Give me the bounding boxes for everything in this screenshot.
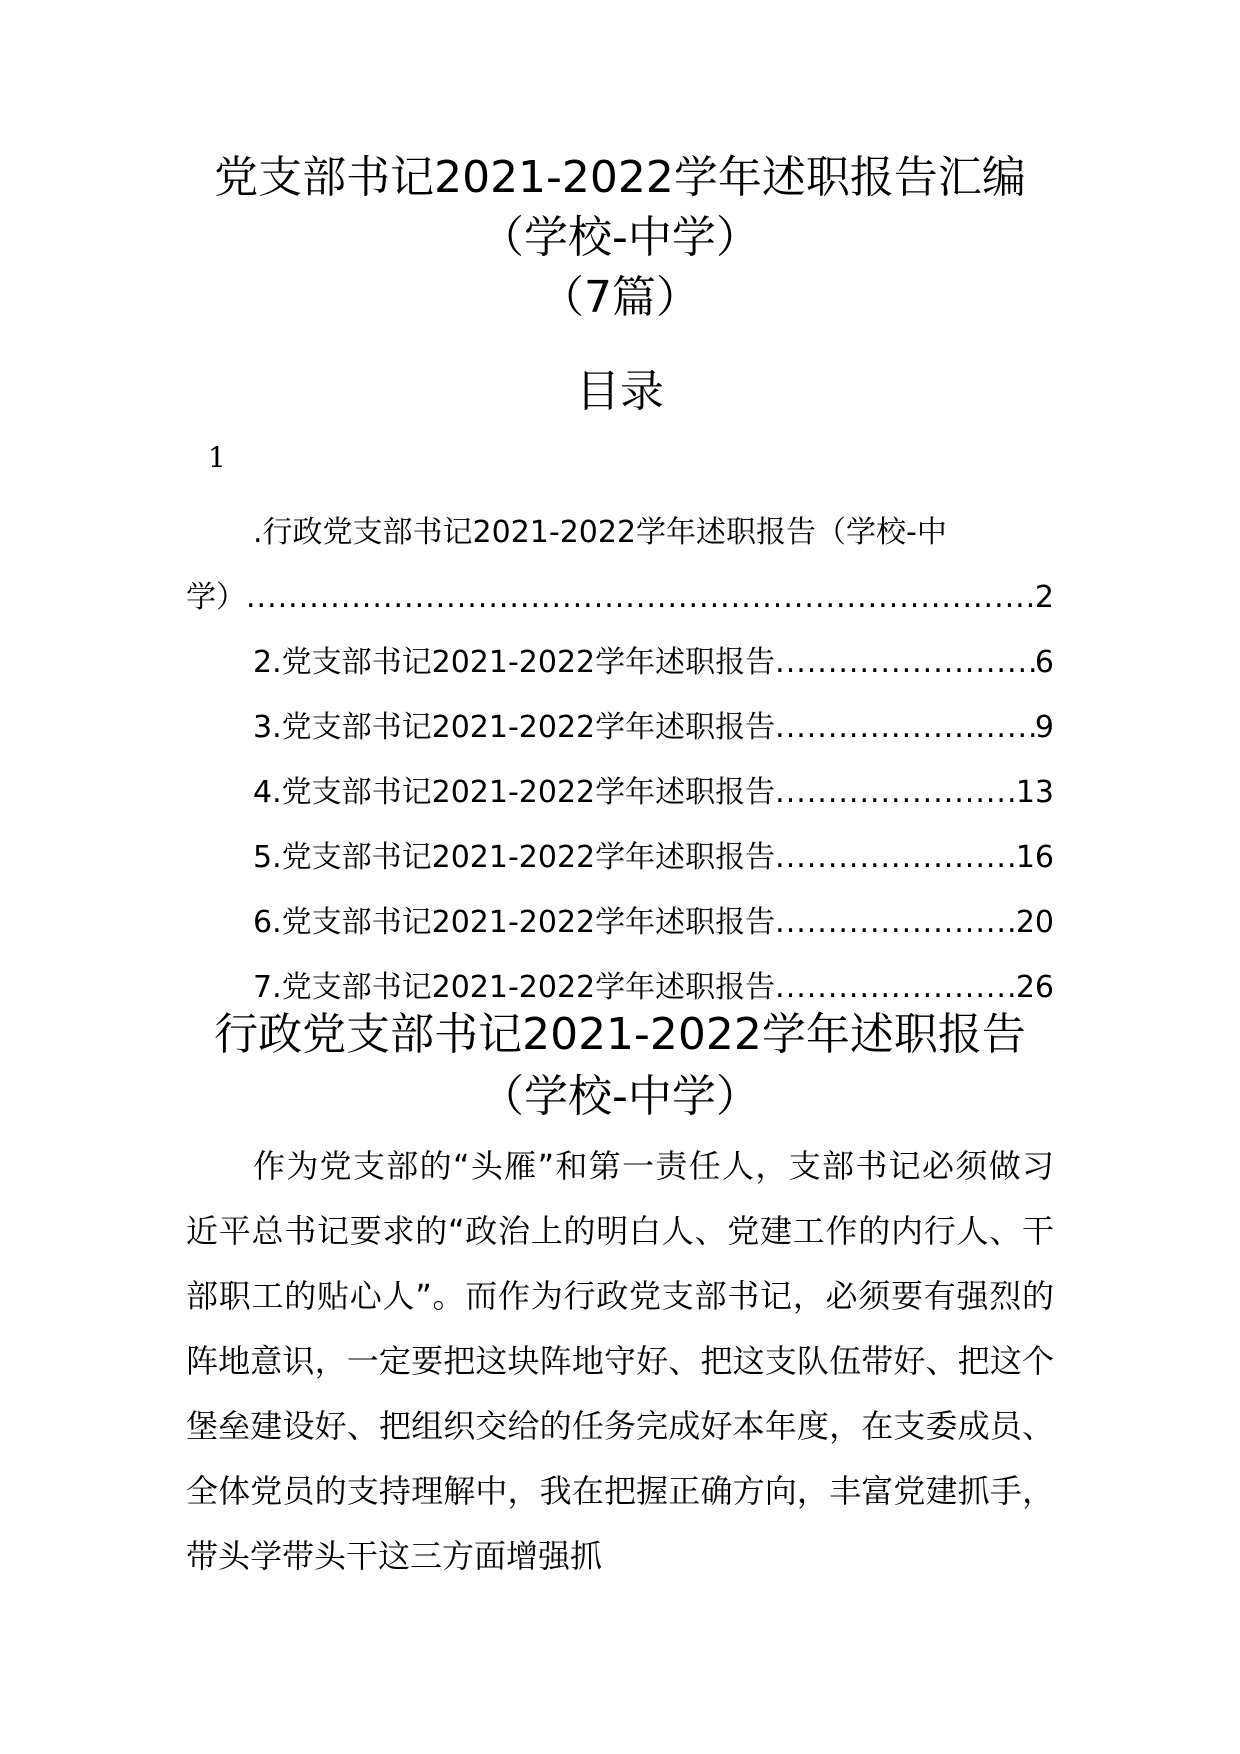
toc-entry-3-text: 3.党支部书记2021-2022学年述职报告 [253, 710, 776, 745]
table-of-contents [186, 500, 1054, 1020]
toc-entry-1-continuation-text: 学） [186, 580, 246, 615]
toc-entry-6-text: 6.党支部书记2021-2022学年述职报告 [253, 905, 776, 940]
document-title [0, 148, 1240, 328]
toc-entry-2-text: 2.党支部书记2021-2022学年述职报告 [253, 645, 776, 680]
toc-entry-7-page: 26 [1015, 970, 1054, 1005]
toc-entry-4-page: 13 [1015, 775, 1054, 810]
title-line-2: （学校-中学） [480, 212, 760, 263]
toc-leader-dots [775, 825, 1016, 890]
toc-entry-1-page: 2 [1034, 580, 1054, 615]
toc-entry-7-text: 7.党支部书记2021-2022学年述职报告 [253, 970, 776, 1005]
toc-leader-dots [775, 760, 1016, 825]
toc-leader-dots [775, 630, 1035, 695]
toc-entry-1-continuation[interactable] [186, 565, 1054, 630]
toc-leader-dots [775, 890, 1016, 955]
toc-entry-5-page: 16 [1015, 840, 1054, 875]
section-title-line-1: 行政党支部书记2021-2022学年述职报告 [214, 1009, 1026, 1060]
toc-entry-4-text: 4.党支部书记2021-2022学年述职报告 [253, 775, 776, 810]
toc-entry-3[interactable] [186, 695, 1054, 760]
toc-leader-dots [775, 695, 1035, 760]
toc-entry-1[interactable] [186, 500, 1054, 565]
toc-entry-4[interactable] [186, 760, 1054, 825]
toc-entry-2[interactable] [186, 630, 1054, 695]
body-paragraph: 作为党支部的“头雁”和第一责任人，支部书记必须做习近平总书记要求的“政治上的明白人、党建工作的内行人、干部职工的贴心人”。而作为行政党支部书记，必须要有强烈的阵地意识，一定要把这块阵地守好、把这支队伍带好、把这个堡垒建设好、把组织交给的任务完成好本年度，在支委成员、全体党员的支持理解中，我在把握正确方向，丰富党建抓手，带头学带头干这三方面增强抓 [186, 1147, 1054, 1575]
toc-entry-3-page: 9 [1034, 710, 1054, 745]
toc-leader-dots [246, 565, 1035, 630]
toc-entry-6-page: 20 [1015, 905, 1054, 940]
toc-entry-1-text: .行政党支部书记2021-2022学年述职报告（学校-中 [253, 515, 947, 550]
title-line-3: （7篇） [540, 272, 700, 323]
title-line-1: 党支部书记2021-2022学年述职报告汇编 [214, 152, 1026, 203]
toc-marker: 1 [208, 441, 226, 474]
toc-entry-5-text: 5.党支部书记2021-2022学年述职报告 [253, 840, 776, 875]
section-title [0, 1004, 1240, 1128]
toc-entry-2-page: 6 [1034, 645, 1054, 680]
toc-heading: 目录 [576, 366, 664, 417]
toc-entry-5[interactable] [186, 825, 1054, 890]
section-title-line-2: （学校-中学） [480, 1071, 760, 1122]
toc-entry-6[interactable] [186, 890, 1054, 955]
